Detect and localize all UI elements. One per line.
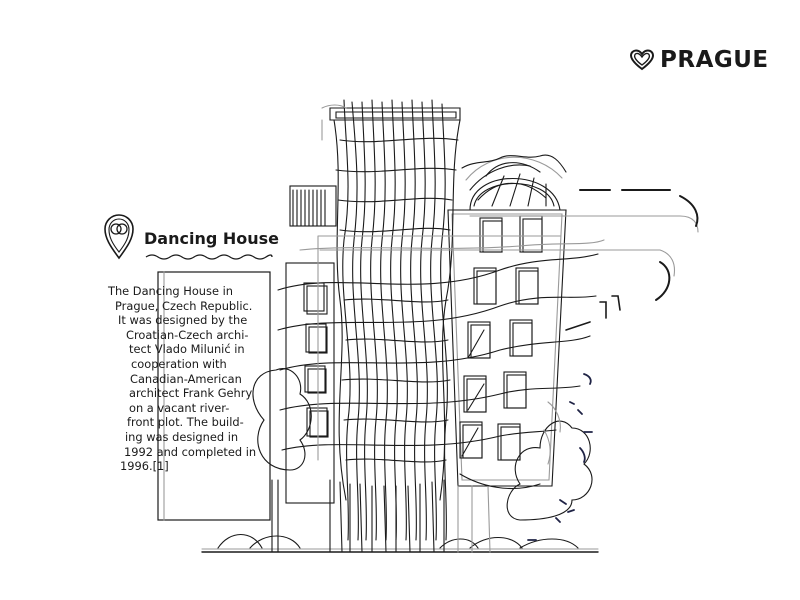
heart-icon <box>630 49 654 71</box>
description-line: 1996.[1] <box>120 459 169 474</box>
landmark-description <box>106 284 266 474</box>
description-line: Prague, Czech Republic. <box>115 298 253 313</box>
landmark-title: Dancing House <box>144 229 279 248</box>
description-line: cooperation with <box>131 356 227 371</box>
description-line: Croatian-Czech archi- <box>126 327 249 342</box>
description-line: front plot. The build- <box>127 415 244 430</box>
brand-name: PRAGUE <box>660 47 769 73</box>
landmark-pin <box>102 212 136 264</box>
description-line: 1992 and completed in <box>124 444 257 459</box>
description-line: It was designed by the <box>118 313 248 328</box>
description-line: Canadian-American <box>130 371 242 386</box>
description-line: tect Vlado Milunić in <box>129 342 245 357</box>
description-line: architect Frank Gehry <box>129 386 253 401</box>
description-line: on a vacant river- <box>129 400 230 415</box>
description-line: ing was designed in <box>125 429 239 444</box>
location-pin-icon <box>102 212 136 260</box>
brand-header <box>630 44 769 76</box>
description-line: The Dancing House in <box>108 284 233 298</box>
